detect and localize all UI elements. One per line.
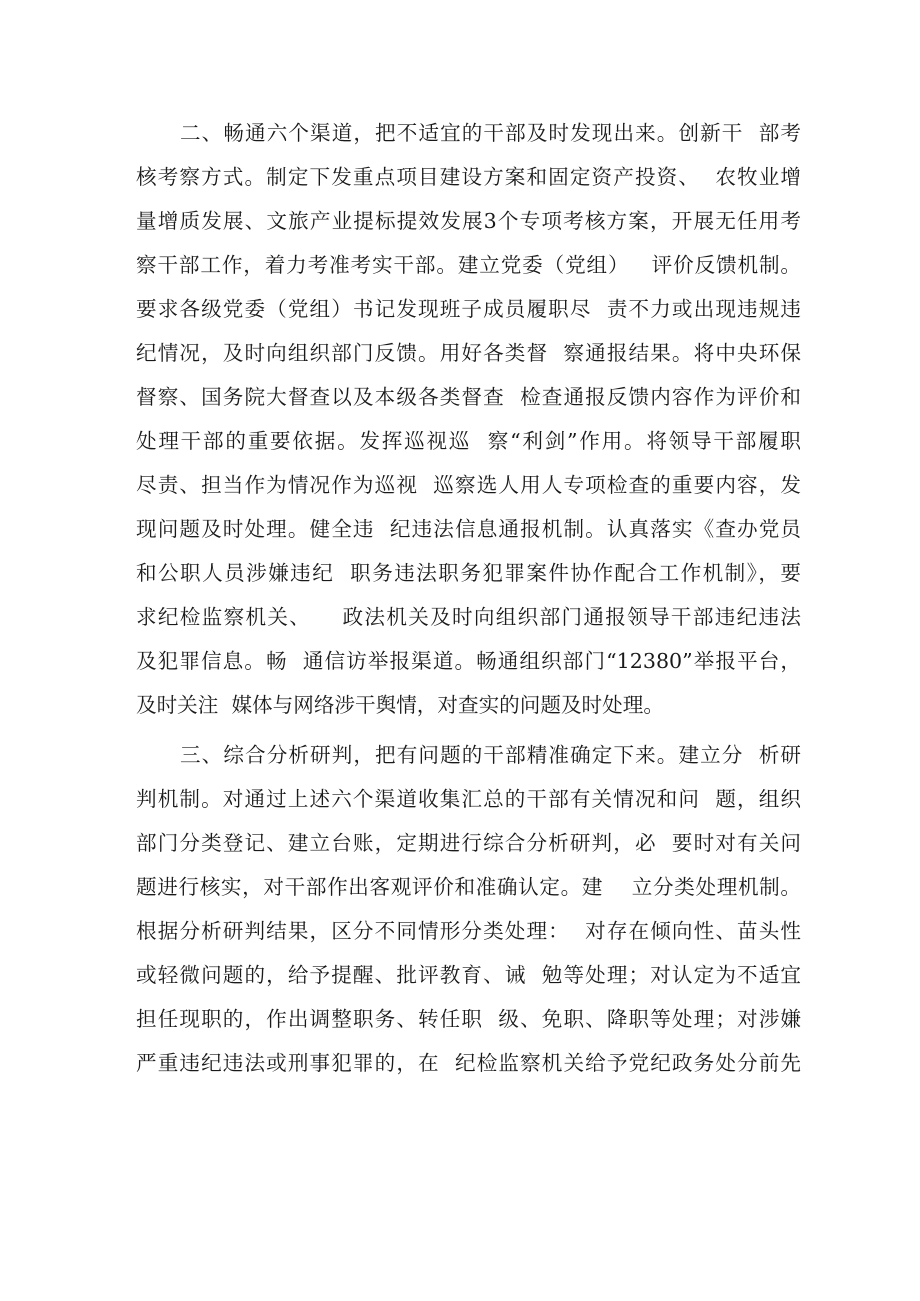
text-line: 判机制。对通过上述六个渠道收集汇总的干部有关情况和问 题，组织 bbox=[136, 787, 801, 811]
text-line: 或轻微问题的，给予提醒、批评教育、诫 勉等处理；对认定为不适宜 bbox=[136, 963, 801, 987]
text-line: 根据分析研判结果，区分不同情形分类处理： 对存在倾向性、苗头性 bbox=[136, 919, 801, 943]
text-line: 求纪检监察机关、 政法机关及时向组织部门通报领导干部违纪违法 bbox=[136, 605, 801, 629]
text-line: 核考察方式。制定下发重点项目建设方案和固定资产投资、 农牧业增 bbox=[136, 165, 801, 189]
text-line: 担任现职的，作出调整职务、转任职 级、免职、降职等处理；对涉嫌 bbox=[136, 1007, 801, 1031]
text-line: 督察、国务院大督查以及本级各类督查 检查通报反馈内容作为评价和 bbox=[136, 385, 801, 409]
text-line: 题进行核实，对干部作出客观评价和准确认定。建 立分类处理机制。 bbox=[136, 875, 801, 899]
text-line: 和公职人员涉嫌违纪 职务违法职务犯罪案件协作配合工作机制》，要 bbox=[136, 561, 801, 585]
text-line: 现问题及时处理。健全违 纪违法信息通报机制。认真落实《查办党员 bbox=[136, 517, 801, 541]
text-line: 尽责、担当作为情况作为巡视 巡察选人用人专项检查的重要内容，发 bbox=[136, 473, 801, 497]
text-line: 察干部工作，着力考准考实干部。建立党委（党组） 评价反馈机制。 bbox=[136, 253, 801, 277]
text-line: 纪情况，及时向组织部门反馈。用好各类督 察通报结果。将中央环保 bbox=[136, 341, 801, 365]
text-line: 及时关注 媒体与网络涉干舆情，对查实的问题及时处理。 bbox=[136, 693, 664, 717]
text-line: 及犯罪信息。畅 通信访举报渠道。畅通组织部门“12380”举报平台， bbox=[136, 649, 801, 673]
text-line: 二、畅通六个渠道，把不适宜的干部及时发现出来。创新干 部考 bbox=[180, 121, 801, 145]
text-line: 三、综合分析研判，把有问题的干部精准确定下来。建立分 析研 bbox=[180, 743, 801, 767]
text-line: 要求各级党委（党组）书记发现班子成员履职尽 责不力或出现违规违 bbox=[136, 297, 801, 321]
text-line: 量增质发展、文旅产业提标提效发展3个专项考核方案，开展无任用考 bbox=[136, 209, 801, 233]
text-line: 部门分类登记、建立台账，定期进行综合分析研判，必 要时对有关问 bbox=[136, 831, 801, 855]
text-line: 严重违纪违法或刑事犯罪的，在 纪检监察机关给予党纪政务处分前先 bbox=[136, 1051, 801, 1075]
text-line: 处理干部的重要依据。发挥巡视巡 察“利剑”作用。将领导干部履职 bbox=[136, 429, 801, 453]
